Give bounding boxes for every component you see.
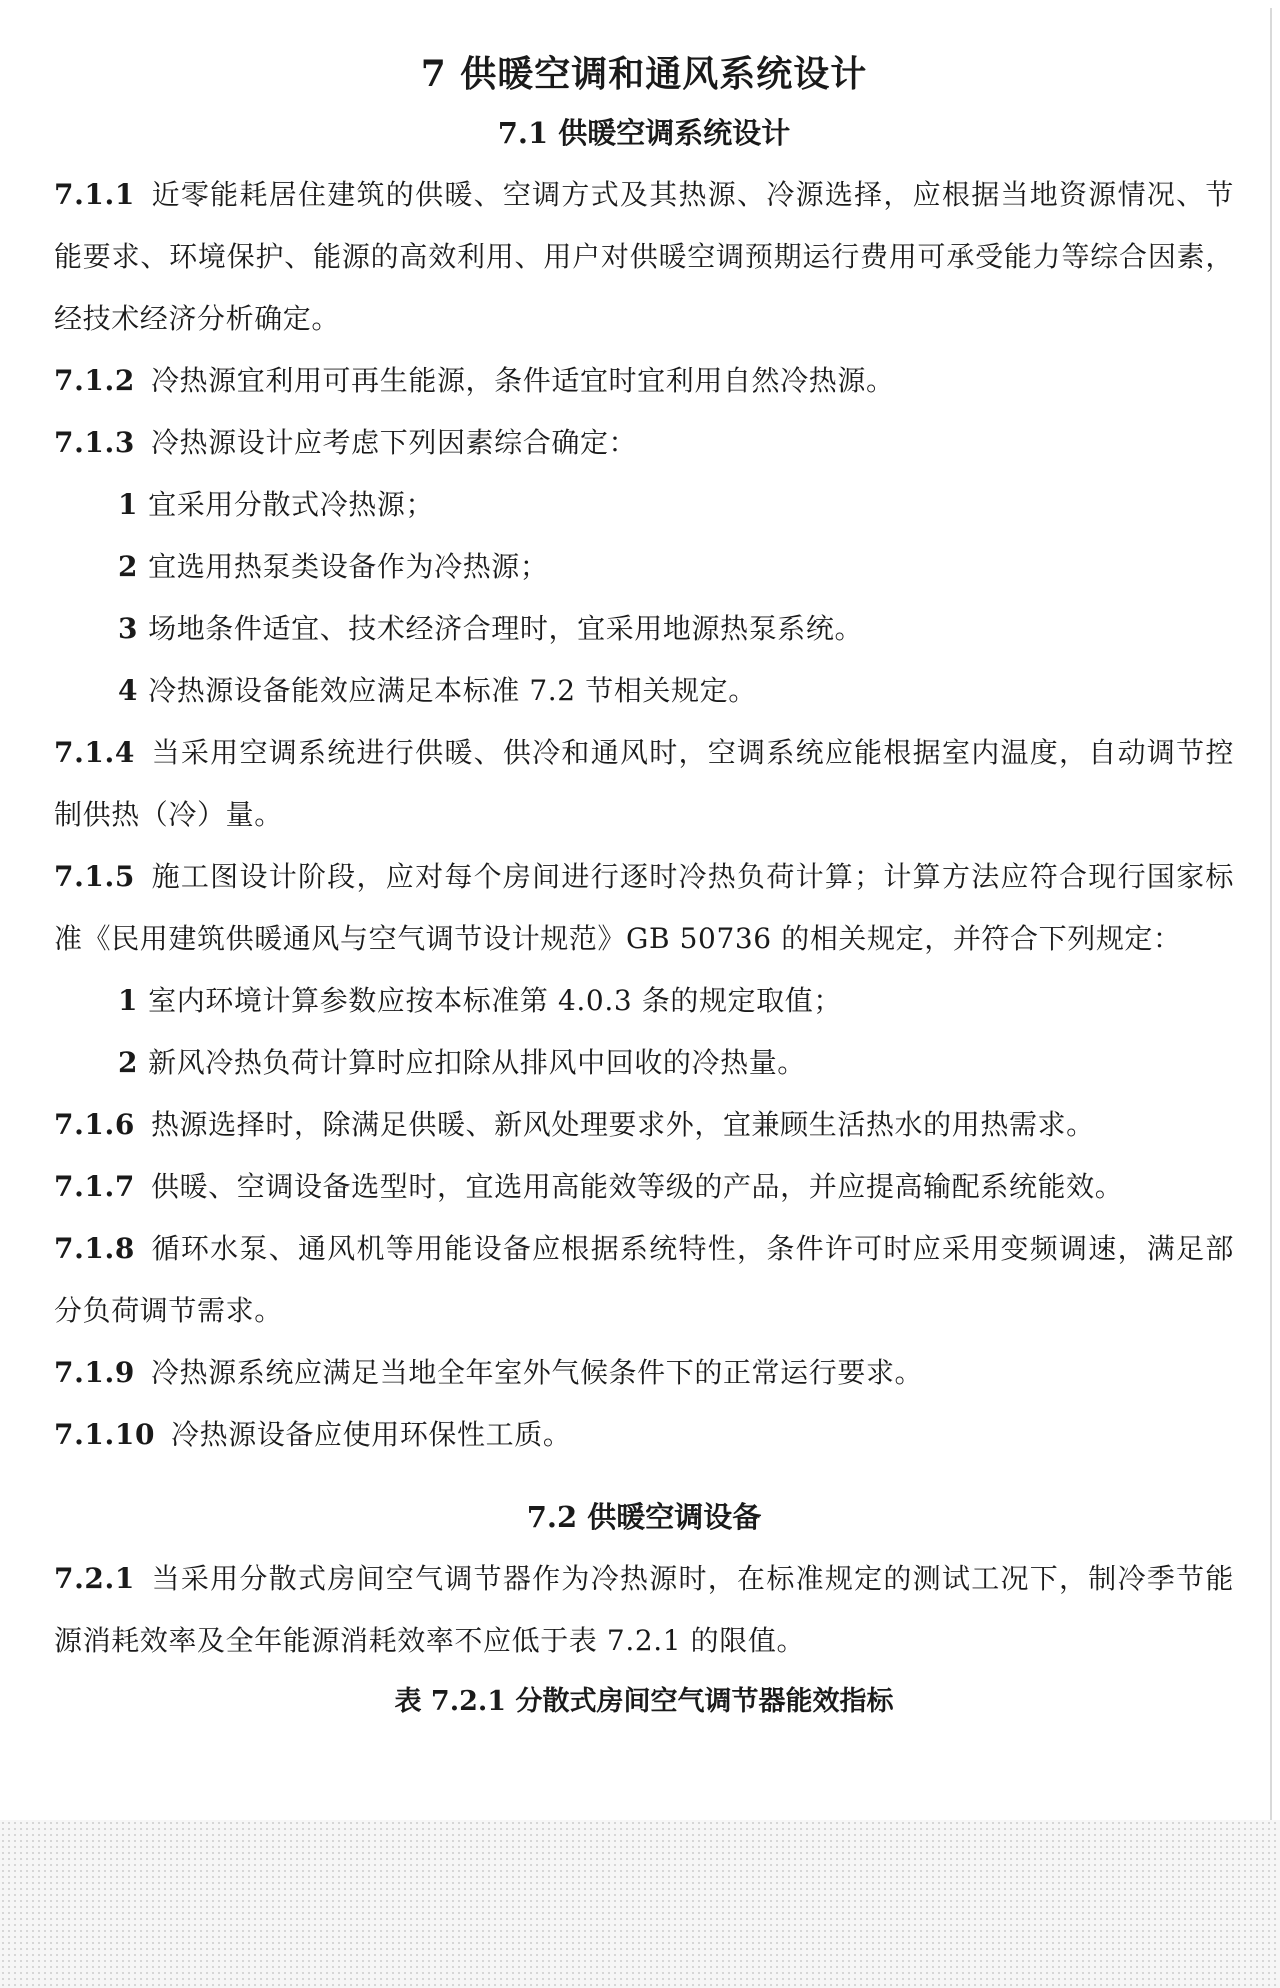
item-text: 冷热源设备能效应满足本标准 7.2 节相关规定。 [148, 674, 757, 707]
clause-7-1-8 [54, 1218, 1234, 1342]
clause-text: 循环水泵、通风机等用能设备应根据系统特性，条件许可时应采用变频调速，满足部分负荷调节需求。 [54, 1232, 1234, 1327]
clause-number: 7.1.8 [54, 1232, 135, 1265]
clause-7-1-2 [54, 350, 1234, 412]
clause-7-1-1 [54, 164, 1234, 350]
clause-7-1-9 [54, 1342, 1234, 1404]
clause-text: 冷热源设备应使用环保性工质。 [171, 1418, 572, 1451]
clause-number: 7.1.1 [54, 178, 135, 211]
item-number: 1 [118, 984, 139, 1017]
item-text: 宜选用热泵类设备作为冷热源； [148, 550, 549, 583]
item-text: 新风冷热负荷计算时应扣除从排风中回收的冷热量。 [148, 1046, 806, 1079]
list-item [118, 1032, 1234, 1094]
clause-number: 7.1.3 [54, 426, 135, 459]
clause-text: 冷热源宜利用可再生能源，条件适宜时宜利用自然冷热源。 [150, 364, 895, 397]
list-item [118, 536, 1234, 598]
item-number: 3 [118, 612, 139, 645]
clause-number: 7.1.5 [54, 860, 135, 893]
list-item [118, 598, 1234, 660]
clause-number: 7.1.10 [54, 1418, 156, 1451]
clause-number: 7.1.6 [54, 1108, 135, 1141]
clause-7-2-1 [54, 1548, 1234, 1672]
list-item [118, 970, 1234, 1032]
clause-text: 近零能耗居住建筑的供暖、空调方式及其热源、冷源选择，应根据当地资源情况、节能要求、环境保护、能源的高效利用、用户对供暖空调预期运行费用可承受能力等综合因素，经技术经济分析确定。 [54, 178, 1234, 335]
clause-text: 供暖、空调设备选型时，宜选用高能效等级的产品，并应提高输配系统能效。 [150, 1170, 1124, 1203]
clause-text: 冷热源系统应满足当地全年室外气候条件下的正常运行要求。 [150, 1356, 924, 1389]
list-item [118, 474, 1234, 536]
section-title-7-2: 7.2 供暖空调设备 [526, 1500, 762, 1534]
clause-number: 7.2.1 [54, 1562, 135, 1595]
item-text: 场地条件适宜、技术经济合理时，宜采用地源热泵系统。 [148, 612, 864, 645]
list-item [118, 660, 1234, 722]
scan-dotted-background [0, 1820, 1280, 1988]
section-title-7-1: 7.1 供暖空调系统设计 [497, 116, 791, 150]
clause-text: 热源选择时，除满足供暖、新风处理要求外，宜兼顾生活热水的用热需求。 [150, 1108, 1095, 1141]
item-number: 4 [118, 674, 139, 707]
clause-number: 7.1.2 [54, 364, 135, 397]
item-number: 1 [118, 488, 139, 521]
clause-7-1-4 [54, 722, 1234, 846]
clause-text: 当采用空调系统进行供暖、供冷和通风时，空调系统应能根据室内温度，自动调节控制供热（冷）量。 [54, 736, 1234, 831]
clause-number: 7.1.4 [54, 736, 135, 769]
clause-number: 7.1.9 [54, 1356, 135, 1389]
clause-text: 冷热源设计应考虑下列因素综合确定： [150, 426, 638, 459]
clause-7-1-5 [54, 846, 1234, 970]
clause-7-1-10 [54, 1404, 1234, 1466]
chapter-title: 7 供暖空调和通风系统设计 [420, 53, 868, 95]
clause-text: 施工图设计阶段，应对每个房间进行逐时冷热负荷计算；计算方法应符合现行国家标准《民用建筑供暖通风与空气调节设计规范》GB 50736 的相关规定，并符合下列规定： [54, 860, 1234, 955]
clause-number: 7.1.7 [54, 1170, 135, 1203]
item-number: 2 [118, 1046, 139, 1079]
item-text: 宜采用分散式冷热源； [148, 488, 435, 521]
item-text: 室内环境计算参数应按本标准第 4.0.3 条的规定取值； [148, 984, 842, 1017]
clause-text: 当采用分散式房间空气调节器作为冷热源时，在标准规定的测试工况下，制冷季节能源消耗效率及全年能源消耗效率不应低于表 7.2.1 的限值。 [54, 1562, 1234, 1657]
clause-7-1-6 [54, 1094, 1234, 1156]
table-caption: 表 7.2.1 分散式房间空气调节器能效指标 [394, 1686, 894, 1717]
clause-7-1-3 [54, 412, 1234, 474]
item-number: 2 [118, 550, 139, 583]
clause-7-1-7 [54, 1156, 1234, 1218]
page-edge [1270, 8, 1272, 1820]
